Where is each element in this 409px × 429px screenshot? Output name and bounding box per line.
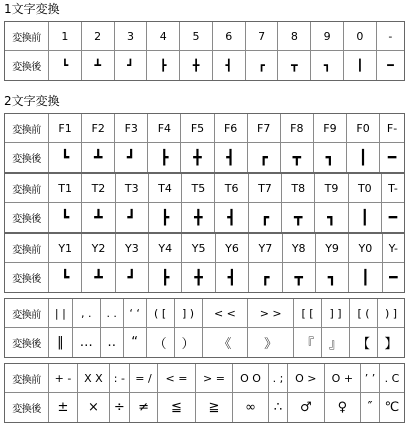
- before-cell: F1: [49, 114, 82, 143]
- before-cell: T4: [149, 174, 182, 203]
- before-cell: Y2: [82, 234, 115, 263]
- after-cell: ±: [49, 393, 78, 422]
- row-label-after: 変換後: [5, 328, 49, 357]
- after-cell: ×: [78, 393, 110, 422]
- row-label-before: 変換前: [5, 22, 49, 51]
- after-cell: ┻: [82, 143, 115, 172]
- after-cell: ‥: [101, 328, 124, 357]
- before-cell: + -: [49, 364, 78, 393]
- after-cell: ┏: [246, 51, 279, 80]
- before-cell: F0: [347, 114, 380, 143]
- after-cell: ╋: [182, 203, 215, 232]
- after-cell: ━: [389, 269, 398, 286]
- after-cell: ╋: [180, 51, 213, 80]
- before-row: [5, 22, 404, 51]
- after-cell: ┳: [283, 263, 316, 292]
- after-cell: 】: [384, 337, 398, 352]
- before-cell: Y8: [283, 234, 316, 263]
- before-cell: T8: [282, 174, 315, 203]
- before-cell: Y0: [349, 234, 382, 263]
- row-label-after: 変換後: [5, 143, 49, 172]
- after-cell: ┣: [149, 203, 182, 232]
- row-label-before: 変換前: [5, 299, 49, 328]
- before-cell: F7: [248, 114, 281, 143]
- before-cell: . .: [101, 299, 124, 328]
- after-cell: ┫: [215, 203, 248, 232]
- before-cell: ’ ’: [361, 364, 380, 393]
- before-row: [5, 364, 404, 393]
- before-cell: > >: [248, 299, 294, 328]
- after-cell: ┛: [116, 203, 149, 232]
- before-cell: F2: [82, 114, 115, 143]
- before-cell: 4: [147, 22, 180, 51]
- after-cell: ┣: [149, 263, 182, 292]
- before-cell: T3: [116, 174, 149, 203]
- before-cell: T7: [249, 174, 282, 203]
- before-cell: | |: [49, 299, 73, 328]
- after-cell: ┓: [315, 203, 348, 232]
- after-cell: ┫: [216, 263, 249, 292]
- after-cell: “: [124, 328, 147, 357]
- before-cell: F4: [148, 114, 181, 143]
- after-cell: ≧: [196, 393, 233, 422]
- after-cell: ┣: [147, 51, 180, 80]
- before-cell: O >: [288, 364, 325, 393]
- after-cell: ┻: [82, 263, 115, 292]
- before-cell: T1: [49, 174, 82, 203]
- row-label-before: 変換前: [5, 364, 49, 393]
- after-cell: ━: [387, 59, 394, 72]
- before-cell: [ (: [350, 299, 378, 328]
- before-cell: Y6: [216, 234, 249, 263]
- after-cell: ━: [388, 209, 398, 226]
- before-cell: 9: [311, 22, 344, 51]
- before-cell: -: [377, 22, 404, 51]
- after-cell: 【: [350, 328, 378, 357]
- before-cell: T9: [315, 174, 348, 203]
- after-cell: ┗: [49, 263, 82, 292]
- after-row: [5, 263, 404, 292]
- before-cell: < =: [158, 364, 195, 393]
- after-cell: ┛: [115, 143, 148, 172]
- before-cell: F-: [380, 114, 404, 143]
- before-cell: F3: [115, 114, 148, 143]
- section-title-double: 2文字変換: [4, 94, 60, 108]
- after-cell: ┻: [82, 51, 115, 80]
- after-cell: ┳: [281, 143, 314, 172]
- before-cell: Y4: [149, 234, 182, 263]
- after-cell: ╋: [181, 143, 214, 172]
- after-cell: 《: [203, 328, 249, 357]
- after-cell: ÷: [110, 393, 130, 422]
- before-cell: O O: [233, 364, 269, 393]
- after-row: [5, 328, 404, 357]
- before-cell: . ;: [269, 364, 288, 393]
- after-cell: ┗: [49, 143, 82, 172]
- after-cell: ℃: [384, 400, 400, 415]
- before-cell: . C: [380, 364, 404, 393]
- before-cell: [ [: [294, 299, 322, 328]
- after-cell: ┫: [213, 51, 246, 80]
- before-cell: 2: [82, 22, 115, 51]
- after-cell: ┳: [282, 203, 315, 232]
- before-cell: 6: [213, 22, 246, 51]
- after-cell: ┫: [215, 143, 248, 172]
- before-cell: F6: [215, 114, 248, 143]
- after-cell: （: [147, 328, 175, 357]
- after-row: [5, 51, 404, 80]
- before-cell: < <: [203, 299, 249, 328]
- after-cell: ♀: [325, 393, 362, 422]
- after-cell: ‖: [49, 328, 73, 357]
- after-cell: ┃: [344, 51, 377, 80]
- after-cell: ∴: [269, 393, 288, 422]
- after-cell: ┃: [347, 143, 380, 172]
- after-cell: …: [73, 328, 101, 357]
- before-row: [5, 114, 404, 143]
- after-cell: ┓: [311, 51, 344, 80]
- before-cell: ( [: [147, 299, 175, 328]
- before-cell: Y1: [49, 234, 82, 263]
- before-cell: : -: [110, 364, 130, 393]
- after-cell: ┛: [115, 51, 148, 80]
- after-row: [5, 393, 404, 422]
- before-row: [5, 174, 404, 203]
- double-char-table: [4, 113, 405, 173]
- before-cell: F5: [181, 114, 214, 143]
- after-cell: ┣: [148, 143, 181, 172]
- double-char-table: [4, 298, 405, 358]
- row-label-before: 変換前: [5, 174, 49, 203]
- before-cell: T0: [349, 174, 382, 203]
- after-cell: ━: [387, 149, 397, 166]
- before-cell: Y-: [383, 234, 404, 263]
- after-cell: ″: [361, 393, 380, 422]
- row-label-after: 変換後: [5, 263, 49, 292]
- after-cell: 』: [322, 328, 350, 357]
- before-cell: 7: [246, 22, 279, 51]
- double-char-table: [4, 363, 405, 423]
- after-cell: ♂: [288, 393, 325, 422]
- single-char-table: [4, 21, 405, 81]
- after-cell: ┃: [349, 263, 382, 292]
- before-cell: 5: [180, 22, 213, 51]
- after-cell: ╋: [182, 263, 215, 292]
- after-cell: ┏: [248, 143, 281, 172]
- row-label-before: 変換前: [5, 114, 49, 143]
- before-cell: 3: [115, 22, 148, 51]
- before-cell: O +: [325, 364, 362, 393]
- section-title-single: 1文字変換: [4, 2, 60, 16]
- before-cell: ) ]: [378, 299, 404, 328]
- after-cell: ┳: [278, 51, 311, 80]
- after-cell: ┓: [314, 143, 347, 172]
- before-cell: 1: [49, 22, 82, 51]
- before-cell: 8: [278, 22, 311, 51]
- after-cell: ┓: [316, 263, 349, 292]
- after-cell: ┗: [49, 203, 82, 232]
- row-label-before: 変換前: [5, 234, 49, 263]
- before-row: [5, 299, 404, 328]
- before-cell: F8: [281, 114, 314, 143]
- after-cell: ）: [175, 328, 203, 357]
- before-cell: ] ): [175, 299, 203, 328]
- row-label-after: 変換後: [5, 203, 49, 232]
- after-cell: ┛: [116, 263, 149, 292]
- before-cell: Y9: [316, 234, 349, 263]
- before-cell: T5: [182, 174, 215, 203]
- after-cell: ≠: [130, 393, 158, 422]
- before-cell: T6: [215, 174, 248, 203]
- before-cell: > =: [196, 364, 233, 393]
- before-cell: , .: [73, 299, 101, 328]
- after-cell: 『: [294, 328, 322, 357]
- before-cell: Y5: [182, 234, 215, 263]
- double-char-table: [4, 233, 405, 293]
- after-cell: ≦: [158, 393, 195, 422]
- after-cell: 》: [248, 328, 294, 357]
- before-cell: Y7: [249, 234, 282, 263]
- after-cell: ┃: [349, 203, 382, 232]
- after-cell: ┏: [249, 203, 282, 232]
- before-cell: T2: [82, 174, 115, 203]
- before-cell: F9: [314, 114, 347, 143]
- before-cell: 0: [344, 22, 377, 51]
- after-row: [5, 203, 404, 232]
- before-cell: ‘ ‘: [124, 299, 147, 328]
- before-row: [5, 234, 404, 263]
- after-cell: ∞: [233, 393, 269, 422]
- row-label-after: 変換後: [5, 393, 49, 422]
- double-char-table: [4, 173, 405, 233]
- before-cell: Y3: [116, 234, 149, 263]
- row-label-after: 変換後: [5, 51, 49, 80]
- before-cell: = /: [130, 364, 158, 393]
- after-cell: ┻: [82, 203, 115, 232]
- after-cell: ┏: [249, 263, 282, 292]
- before-cell: T-: [382, 174, 404, 203]
- before-cell: ] ]: [322, 299, 350, 328]
- before-cell: X X: [78, 364, 110, 393]
- after-row: [5, 143, 404, 172]
- after-cell: ┗: [49, 51, 82, 80]
